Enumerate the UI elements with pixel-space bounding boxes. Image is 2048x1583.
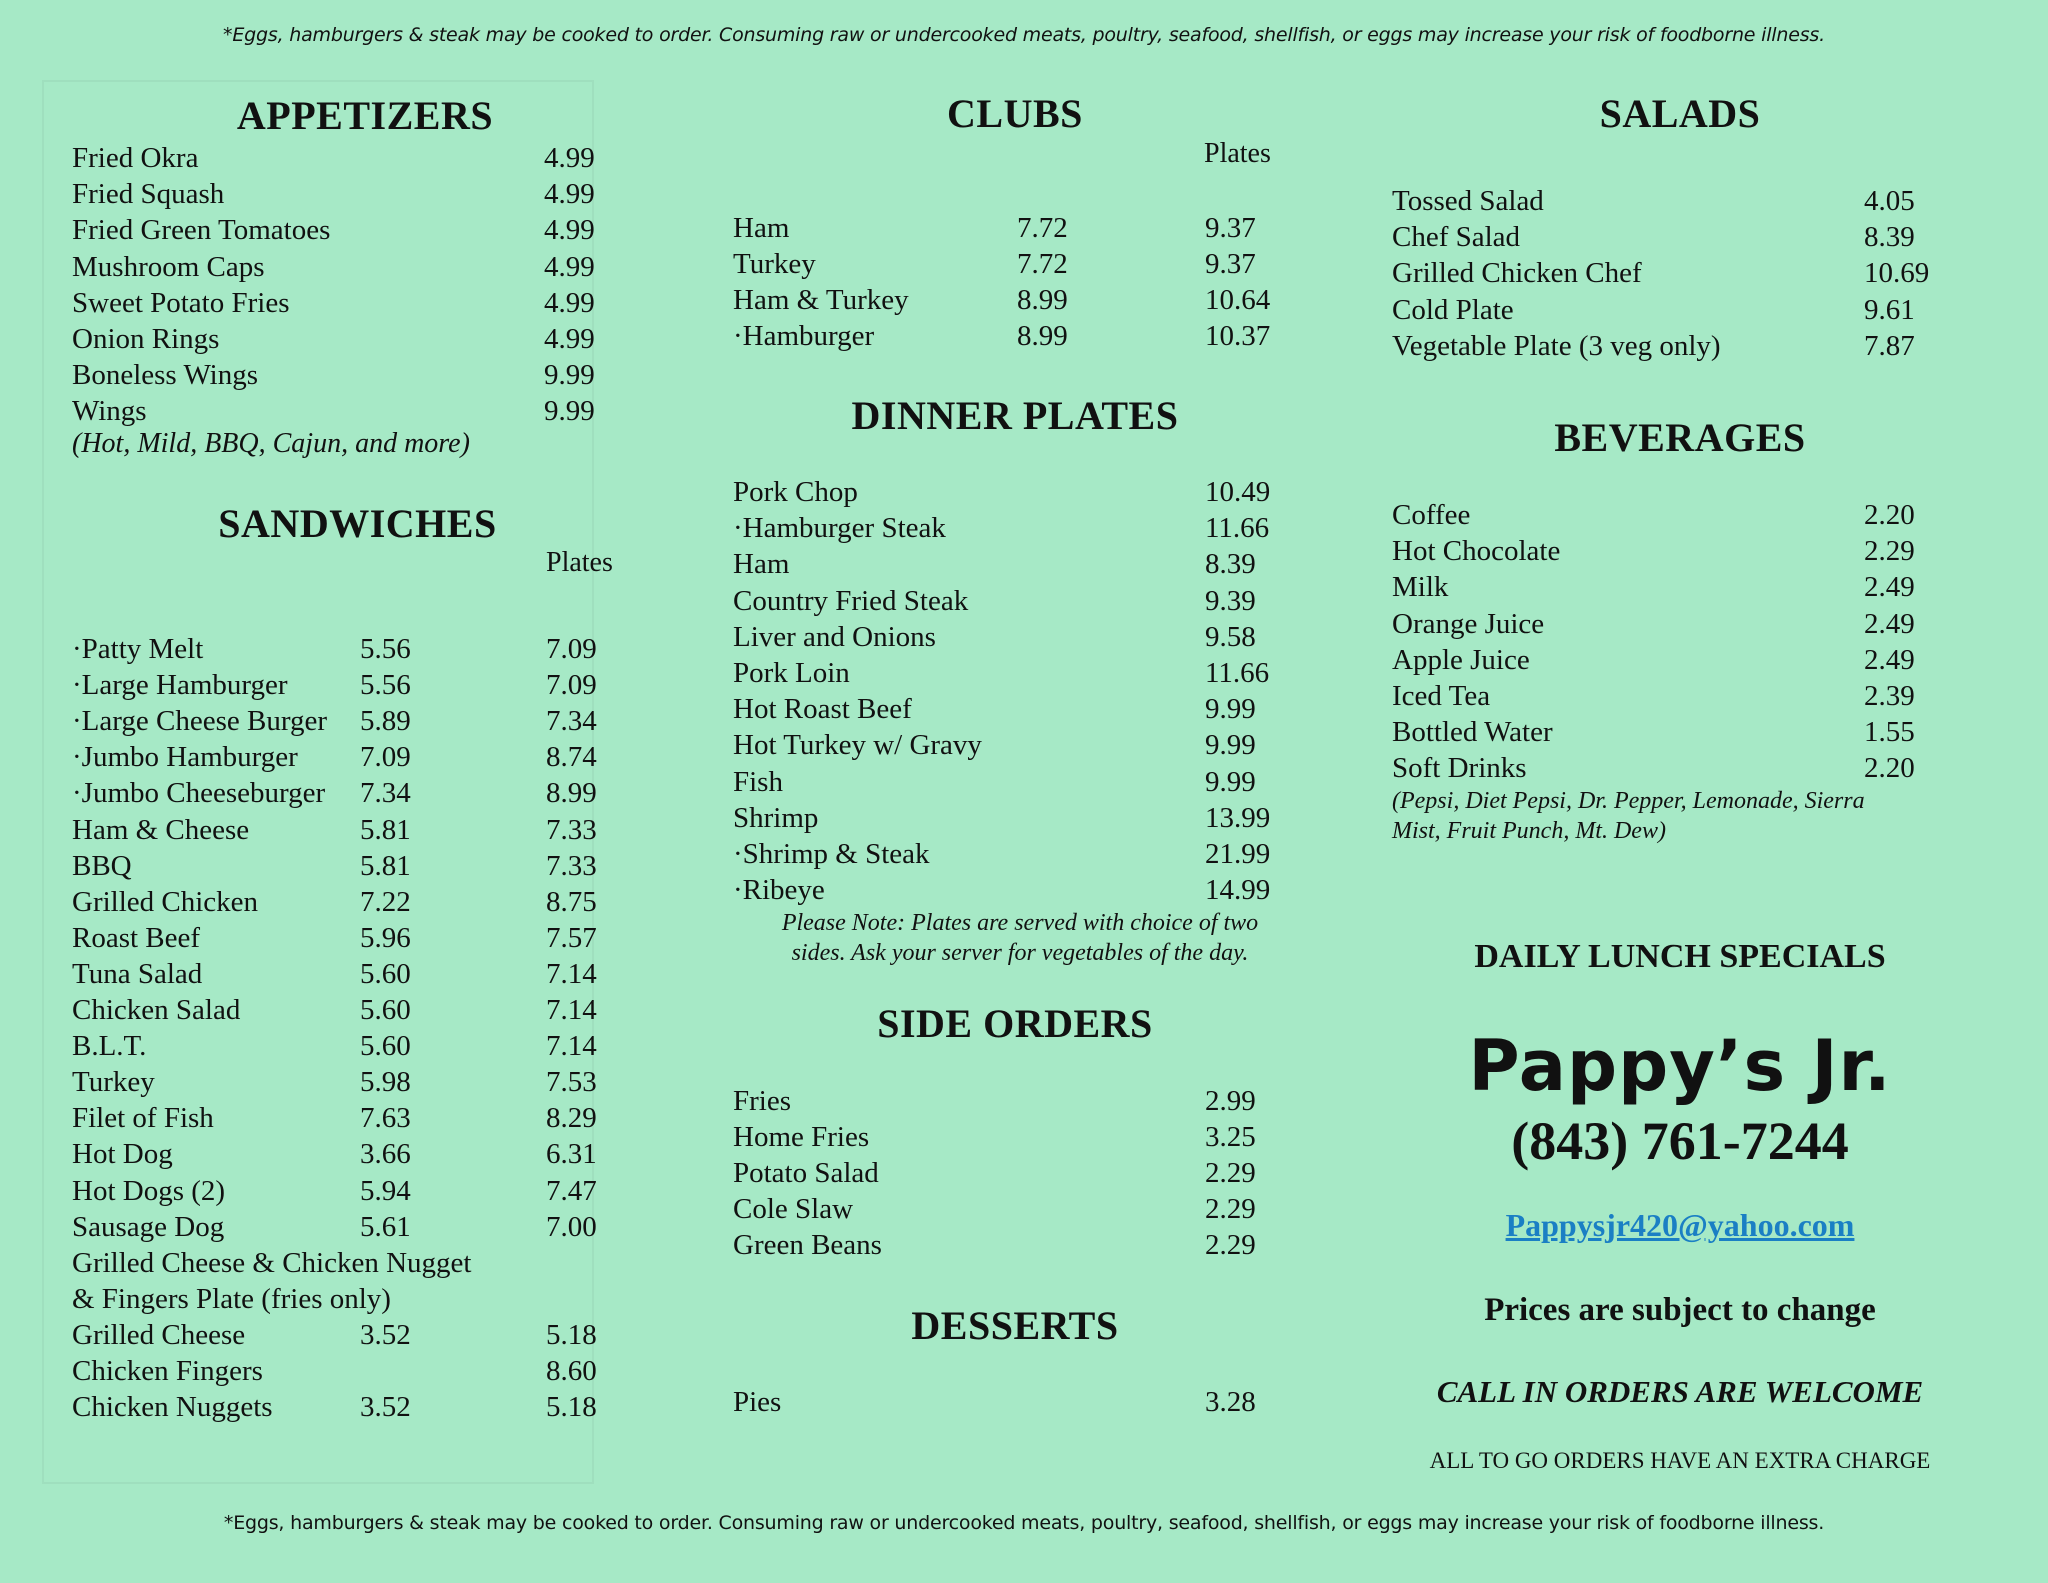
menu-item xyxy=(1392,678,1952,714)
menu-item-plate-price: 10.64 xyxy=(1205,284,1271,316)
beverages-note-line-1: (Pepsi, Diet Pepsi, Dr. Pepper, Lemonade, Sierra xyxy=(1392,788,1865,814)
menu-item-plate-price: 10.37 xyxy=(1205,320,1271,352)
menu-item xyxy=(72,812,632,848)
menu-item-name: Hot Chocolate xyxy=(1392,535,1561,568)
menu-item xyxy=(72,703,632,739)
menu-item-name: Milk xyxy=(1392,571,1449,604)
menu-item-plate-price: 8.29 xyxy=(546,1102,597,1135)
menu-item xyxy=(72,1389,632,1425)
menu-item-name: Cole Slaw xyxy=(733,1193,854,1225)
menu-item-price: 4.99 xyxy=(544,142,595,174)
menu-item-price: 7.22 xyxy=(360,885,411,918)
menu-item-plate-price: 8.60 xyxy=(546,1355,597,1387)
menu-item-plate-price: 7.53 xyxy=(546,1066,597,1099)
menu-item-price: 4.99 xyxy=(544,214,595,247)
menu-item-plate-price: 7.47 xyxy=(546,1174,597,1207)
menu-item-name: Mushroom Caps xyxy=(72,250,265,283)
menu-item xyxy=(733,1191,1293,1227)
menu-item-price: 9.99 xyxy=(544,359,595,392)
menu-item-name: Green Beans xyxy=(733,1229,882,1261)
menu-item-name: ·Hamburger Steak xyxy=(733,512,946,545)
menu-item-plate-price: 7.00 xyxy=(546,1210,597,1243)
menu-item-price: 5.61 xyxy=(360,1210,411,1243)
menu-item-price: 9.61 xyxy=(1864,293,1915,326)
menu-item-name: ·Patty Melt xyxy=(72,633,204,665)
menu-item-price: 4.99 xyxy=(544,323,595,355)
menu-item-name: Shrimp xyxy=(733,801,819,834)
menu-item-name: ·Large Cheese Burger xyxy=(72,705,327,738)
menu-item xyxy=(1392,219,1952,255)
menu-item xyxy=(72,631,632,667)
menu-item xyxy=(733,546,1293,582)
menu-item-price: 2.49 xyxy=(1864,571,1915,604)
menu-item-name: Ham xyxy=(733,212,790,244)
menu-item xyxy=(72,393,632,429)
menu-item-name: Filet of Fish xyxy=(72,1102,214,1135)
menu-item-price: 13.99 xyxy=(1205,801,1271,834)
menu-item-price: 7.72 xyxy=(1017,248,1068,280)
menu-item-name: Iced Tea xyxy=(1392,680,1491,712)
menu-item-price: 5.56 xyxy=(360,633,411,665)
menu-item xyxy=(733,872,1293,908)
restaurant-email-link[interactable]: Pappysjr420@yahoo.com xyxy=(1505,1207,1855,1243)
dinner-plates-title: DINNER PLATES xyxy=(851,393,1179,438)
menu-item-name: Liver and Onions xyxy=(733,620,936,653)
menu-item xyxy=(733,691,1293,727)
menu-item-price: 8.99 xyxy=(1017,284,1068,316)
menu-item-plate-price: 7.14 xyxy=(546,1030,597,1063)
menu-item xyxy=(72,956,632,992)
menu-item xyxy=(733,655,1293,691)
menu-item-plate-price: 7.14 xyxy=(546,994,597,1026)
menu-item-price: 2.49 xyxy=(1864,643,1915,676)
menu-item xyxy=(1392,606,1952,642)
menu-item-price: 3.52 xyxy=(360,1318,411,1351)
appetizers-title: APPETIZERS xyxy=(236,93,494,138)
menu-item xyxy=(72,920,632,956)
menu-item-price: 4.99 xyxy=(544,286,595,319)
menu-item-name: Cold Plate xyxy=(1392,293,1514,326)
menu-item-price: 5.81 xyxy=(360,849,411,882)
menu-item xyxy=(733,727,1293,763)
menu-item xyxy=(733,1227,1293,1263)
dinner-plates-note xyxy=(740,908,1300,968)
menu-item xyxy=(72,848,632,884)
menu-item-price: 9.99 xyxy=(544,395,595,428)
menu-item-name: Vegetable Plate (3 veg only) xyxy=(1392,329,1721,362)
menu-item-price: 8.39 xyxy=(1205,548,1256,581)
menu-item-plate-price: 5.18 xyxy=(546,1391,597,1424)
menu-item-name: ·Shrimp & Steak xyxy=(733,838,930,870)
menu-item-price: 7.09 xyxy=(360,741,411,774)
menu-item-name: BBQ xyxy=(72,849,132,882)
menu-item-name: ·Ribeye xyxy=(733,874,825,907)
menu-item-name: Roast Beef xyxy=(72,921,201,954)
menu-item-name: Chicken Salad xyxy=(72,994,241,1026)
menu-item-price: 8.39 xyxy=(1864,221,1915,254)
beverages-note xyxy=(1392,786,1952,846)
menu-item xyxy=(72,140,632,176)
prices-note: Prices are subject to change xyxy=(1484,1292,1876,1328)
beverages-title: BEVERAGES xyxy=(1554,415,1806,460)
sandwiches-plates-label: Plates xyxy=(546,547,613,578)
menu-item-name: Bottled Water xyxy=(1392,716,1553,749)
restaurant-name: Pappy’s Jr. xyxy=(1468,1025,1892,1107)
menu-item-price: 8.99 xyxy=(1017,320,1068,352)
menu-item-name: Turkey xyxy=(733,248,816,280)
menu-item-name: Hot Dog xyxy=(72,1138,173,1171)
menu-item xyxy=(72,739,632,775)
menu-item-price: 2.20 xyxy=(1864,499,1915,531)
menu-item-name: Ham xyxy=(733,548,790,581)
menu-item-name: Hot Roast Beef xyxy=(733,693,912,726)
beverages-note-line-2: Mist, Fruit Punch, Mt. Dew) xyxy=(1392,818,1666,844)
menu-item xyxy=(1392,255,1952,291)
menu-item-price: 7.34 xyxy=(360,777,411,810)
menu-item xyxy=(733,246,1293,282)
menu-item-name: Potato Salad xyxy=(733,1157,879,1189)
menu-item xyxy=(72,212,632,248)
menu-item-price: 11.66 xyxy=(1205,512,1270,545)
menu-item-price: 2.99 xyxy=(1205,1085,1256,1117)
menu-item-price: 3.25 xyxy=(1205,1121,1256,1153)
menu-item xyxy=(733,1155,1293,1191)
menu-item-name: Fries xyxy=(733,1085,791,1117)
menu-item xyxy=(733,836,1293,872)
disclaimer-top: *Eggs, hamburgers & steak may be cooked to order. Consuming raw or undercooked meats, poultry, seafood, shellfish, or eggs may increase your risk of foodborne illness. xyxy=(223,24,1825,46)
menu-item-price: 14.99 xyxy=(1205,874,1271,907)
menu-item-name: Soft Drinks xyxy=(1392,752,1527,785)
menu-item-price: 5.81 xyxy=(360,813,411,846)
menu-item-price: 9.39 xyxy=(1205,584,1256,617)
menu-item-price: 5.98 xyxy=(360,1066,411,1099)
menu-item xyxy=(1392,533,1952,569)
menu-item xyxy=(733,800,1293,836)
menu-item xyxy=(1392,183,1952,219)
menu-item-name: Hot Dogs (2) xyxy=(72,1174,226,1207)
menu-item-plate-price: 7.57 xyxy=(546,921,597,954)
menu-item-name: ·Large Hamburger xyxy=(72,669,288,702)
menu-item-plate-price: 5.18 xyxy=(546,1318,597,1351)
menu-item xyxy=(72,1353,632,1389)
menu-item xyxy=(733,619,1293,655)
menu-item-name: Orange Juice xyxy=(1392,607,1545,640)
menu-item-name: Chef Salad xyxy=(1392,221,1521,254)
menu-item-price: 21.99 xyxy=(1205,838,1271,870)
menu-item xyxy=(733,764,1293,800)
menu-item-name: Tuna Salad xyxy=(72,957,203,990)
menu-item-price: 10.69 xyxy=(1864,257,1930,290)
menu-item xyxy=(72,1317,632,1353)
menu-item-plate-price: 8.74 xyxy=(546,741,597,774)
menu-item xyxy=(733,510,1293,546)
menu-item-price: 3.52 xyxy=(360,1391,411,1424)
menu-item-name: Pies xyxy=(733,1386,782,1418)
menu-item-name: Grilled Chicken xyxy=(72,885,259,918)
menu-item-price: 5.94 xyxy=(360,1174,411,1207)
salads-title: SALADS xyxy=(1599,91,1761,136)
menu-item-price: 2.29 xyxy=(1864,535,1915,568)
menu-item xyxy=(72,285,632,321)
menu-item-price: 7.72 xyxy=(1017,212,1068,244)
menu-item-plate-price: 6.31 xyxy=(546,1138,597,1171)
menu-item-plate-price: 8.99 xyxy=(546,777,597,810)
menu-item xyxy=(733,318,1293,354)
menu-item-price: 1.55 xyxy=(1864,716,1915,749)
menu-item-price: 3.66 xyxy=(360,1138,411,1171)
menu-item-name: Grilled Cheese & Chicken Nugget xyxy=(72,1246,472,1279)
menu-item-name: Fish xyxy=(733,765,783,798)
menu-item-price: 2.29 xyxy=(1205,1229,1256,1261)
menu-item xyxy=(1392,292,1952,328)
sandwiches-title: SANDWICHES xyxy=(218,501,497,546)
menu-item-price: 5.60 xyxy=(360,957,411,990)
menu-item-plate-price: 7.09 xyxy=(546,669,597,702)
menu-item-price: 4.99 xyxy=(544,250,595,283)
menu-item-plate-price: 7.09 xyxy=(546,633,597,665)
menu-item xyxy=(733,583,1293,619)
menu-item xyxy=(733,474,1293,510)
menu-item xyxy=(72,1281,632,1317)
appetizers-note: (Hot, Mild, BBQ, Cajun, and more) xyxy=(72,428,470,459)
menu-item-name: Grilled Cheese xyxy=(72,1318,246,1351)
menu-item-name: Home Fries xyxy=(733,1121,870,1153)
menu-item xyxy=(72,1173,632,1209)
menu-item xyxy=(72,1209,632,1245)
menu-item-price: 7.63 xyxy=(360,1102,411,1135)
disclaimer-bottom: *Eggs, hamburgers & steak may be cooked to order. Consuming raw or undercooked meats, poultry, seafood, shellfish, or eggs may increase your risk of foodborne illness. xyxy=(223,1512,1825,1534)
menu-item xyxy=(733,210,1293,246)
menu-item-plate-price: 7.33 xyxy=(546,813,597,846)
clubs-plates-label: Plates xyxy=(1204,138,1271,169)
menu-item-plate-price: 7.34 xyxy=(546,705,597,738)
menu-item-name: Fried Green Tomatoes xyxy=(72,214,331,247)
menu-item xyxy=(72,321,632,357)
menu-item-name: ·Jumbo Hamburger xyxy=(72,741,298,774)
menu-item xyxy=(72,357,632,393)
menu-item-name: Apple Juice xyxy=(1392,643,1530,676)
menu-item xyxy=(733,282,1293,318)
menu-item-plate-price: 8.75 xyxy=(546,885,597,918)
menu-item-plate-price: 9.37 xyxy=(1205,212,1256,244)
menu-item-name: Chicken Fingers xyxy=(72,1355,263,1387)
menu-item-name: B.L.T. xyxy=(72,1030,147,1063)
menu-item-name: Boneless Wings xyxy=(72,359,258,392)
menu-item xyxy=(72,1100,632,1136)
menu-item xyxy=(72,1064,632,1100)
menu-item xyxy=(1392,569,1952,605)
menu-item-plate-price: 7.33 xyxy=(546,849,597,882)
menu-item-name: Onion Rings xyxy=(72,323,220,355)
menu-item-price: 5.60 xyxy=(360,994,411,1026)
menu-item-price: 2.29 xyxy=(1205,1193,1256,1225)
call-in-note: CALL IN ORDERS ARE WELCOME xyxy=(1436,1374,1924,1409)
menu-item xyxy=(1392,328,1952,364)
menu-item-price: 5.60 xyxy=(360,1030,411,1063)
menu-item-price: 5.56 xyxy=(360,669,411,702)
to-go-note: ALL TO GO ORDERS HAVE AN EXTRA CHARGE xyxy=(1429,1448,1931,1473)
menu-item-name: Turkey xyxy=(72,1066,155,1099)
menu-item-name: Ham & Cheese xyxy=(72,813,250,846)
menu-item-name: Pork Chop xyxy=(733,476,858,508)
menu-item-price: 3.28 xyxy=(1205,1386,1256,1418)
menu-item-name: ·Hamburger xyxy=(733,320,875,352)
menu-item-name: Hot Turkey w/ Gravy xyxy=(733,729,982,762)
dinner-note-line-1: Please Note: Plates are served with choice of two xyxy=(781,910,1259,936)
menu-item xyxy=(733,1384,1293,1420)
menu-item-name: Pork Loin xyxy=(733,657,850,689)
menu-item xyxy=(733,1119,1293,1155)
menu-item-price: 2.49 xyxy=(1864,607,1915,640)
side-orders-title: SIDE ORDERS xyxy=(877,1001,1153,1046)
menu-item-name: Sausage Dog xyxy=(72,1210,225,1243)
clubs-title: CLUBS xyxy=(947,91,1083,136)
menu-item-name: Sweet Potato Fries xyxy=(72,286,290,319)
menu-item xyxy=(72,1136,632,1172)
menu-item-plate-price: 7.14 xyxy=(546,957,597,990)
menu-item xyxy=(72,667,632,703)
menu-item-price: 4.99 xyxy=(544,178,595,211)
menu-item xyxy=(72,1245,632,1281)
menu-item-price: 9.99 xyxy=(1205,729,1256,762)
restaurant-phone: (843) 761-7244 xyxy=(1511,1111,1849,1171)
menu-item xyxy=(72,176,632,212)
menu-item-price: 11.66 xyxy=(1205,657,1270,689)
menu-item xyxy=(72,1028,632,1064)
menu-item-price: 5.96 xyxy=(360,921,411,954)
menu-item-name: Ham & Turkey xyxy=(733,284,909,316)
menu-item xyxy=(733,1083,1293,1119)
menu-item-name: Coffee xyxy=(1392,499,1471,531)
menu-item-name: Fried Okra xyxy=(72,142,199,174)
menu-item xyxy=(72,775,632,811)
menu-item xyxy=(72,249,632,285)
menu-item xyxy=(1392,750,1952,786)
menu-item-price: 2.39 xyxy=(1864,680,1915,712)
menu-item-price: 7.87 xyxy=(1864,329,1915,362)
menu-item-name: Fried Squash xyxy=(72,178,225,211)
menu-item-name: Tossed Salad xyxy=(1392,185,1544,217)
menu-item-price: 9.58 xyxy=(1205,620,1256,653)
menu-item-price: 9.99 xyxy=(1205,765,1256,798)
menu-item xyxy=(72,884,632,920)
menu-item-price: 5.89 xyxy=(360,705,411,738)
menu-item-name: & Fingers Plate (fries only) xyxy=(72,1282,391,1315)
menu-item-name: Grilled Chicken Chef xyxy=(1392,257,1642,290)
desserts-title: DESSERTS xyxy=(911,1303,1119,1348)
menu-item-price: 4.05 xyxy=(1864,185,1915,217)
menu-item-name: Country Fried Steak xyxy=(733,584,969,617)
dinner-note-line-2: sides. Ask your server for vegetables of the day. xyxy=(791,940,1249,966)
menu-item-price: 2.20 xyxy=(1864,752,1915,785)
menu-item-price: 9.99 xyxy=(1205,693,1256,726)
menu-item xyxy=(1392,642,1952,678)
menu-item xyxy=(1392,497,1952,533)
menu-item xyxy=(1392,714,1952,750)
menu-item xyxy=(72,992,632,1028)
menu-item-name: ·Jumbo Cheeseburger xyxy=(72,777,326,810)
menu-item-price: 10.49 xyxy=(1205,476,1271,508)
menu-item-name: Chicken Nuggets xyxy=(72,1391,273,1424)
daily-specials-heading: DAILY LUNCH SPECIALS xyxy=(1474,938,1886,975)
menu-item-name: Wings xyxy=(72,395,147,428)
menu-item-price: 2.29 xyxy=(1205,1157,1256,1189)
menu-item-plate-price: 9.37 xyxy=(1205,248,1256,280)
